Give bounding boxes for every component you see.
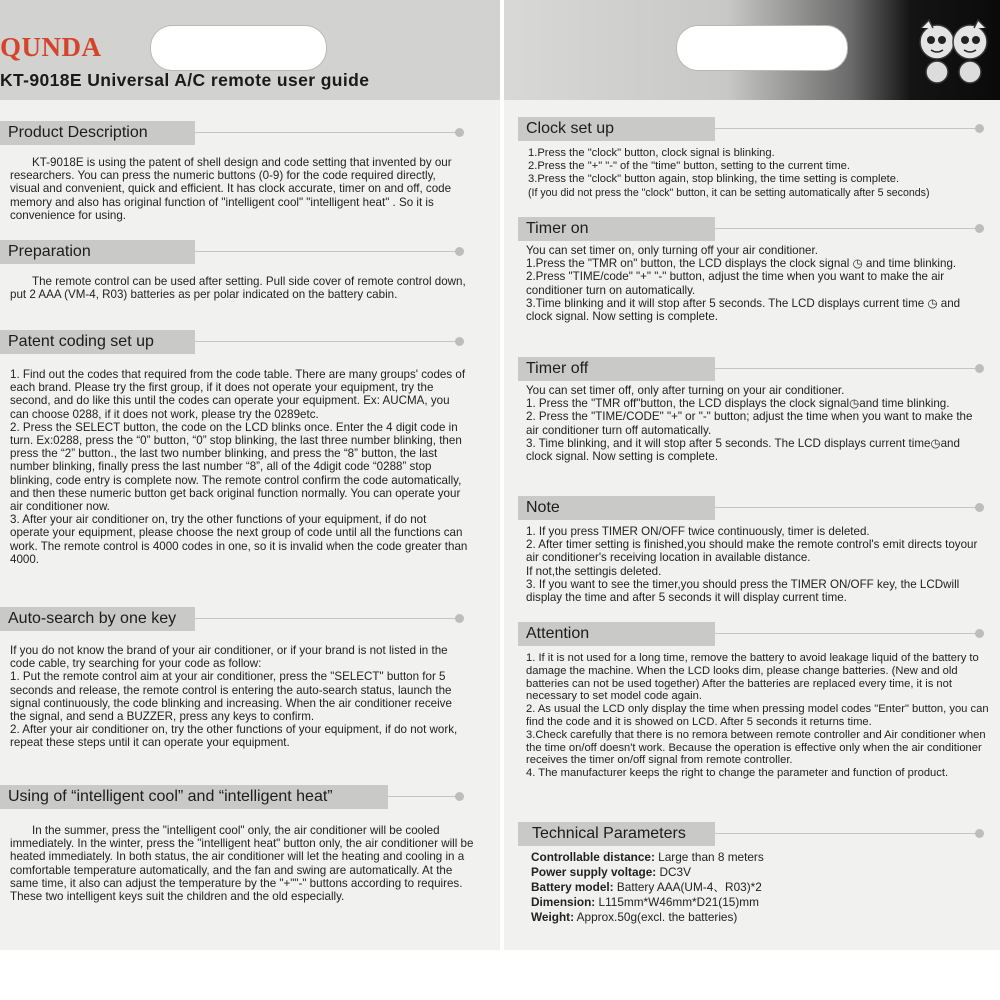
patent-step-2: 2. Press the SELECT button, the code on the LCD blinks once. Enter the 4 digit code in turn. Ex:0288, press the “0” button, “0” stop blinking, the last three number blinking, then press the “2” button., the last two number blinking, and press the “8” button, the last number blinking, finally press the last number “8”, all of the 4digit code “0288” stop blinking, code entry is complete now. The remote control confirm the code automatically, and then these numeric button get back original function normally. You can operate your air conditioner now. <box>10 420 462 514</box>
section-title: Timer off <box>526 360 589 377</box>
patent-coding-text <box>10 368 468 566</box>
section-dot <box>975 829 984 838</box>
section-header-note <box>518 496 984 520</box>
attention-4: 4. The manufacturer keeps the right to change the parameter and function of product. <box>526 767 949 780</box>
intelligent-text: In the summer, press the "intelligent cool" only, the air conditioner will be cooled immediately. In the winter, press the "intelligent heat" button only, the air conditioner will be heated immediately. In both status, the air conditioner will let the heating and cooling in a comfortable temperature automatically, and the fan and swing are automatically. At the same time, it also can adjust the temperature by the "+""-" buttons according to requires. These two intelligent keys suit the children and the old especially. <box>10 824 474 904</box>
section-dot <box>455 337 464 346</box>
note-1: 1. If you press TIMER ON/OFF twice continuously, timer is deleted. <box>526 525 870 538</box>
timer-on-intro: You can set timer on, only turning off your air conditioner. <box>526 244 818 257</box>
attention-text <box>526 652 992 780</box>
right-panel <box>504 0 1000 950</box>
note-text <box>526 525 988 604</box>
clock-step-3: 3.Press the "clock" button again, stop blinking, the time setting is complete. <box>528 173 900 186</box>
timer-off-intro: You can set timer off, only after turning on your air conditioner. <box>526 384 845 397</box>
note-2: 2. After timer setting is finished,you should make the remote control's emit directs toyour air conditioner's receiving location in available distance. <box>526 538 978 565</box>
section-rule <box>715 633 975 634</box>
clock-note: (If you did not press the "clock" button, it can be setting automatically after 5 seconds) <box>528 186 930 199</box>
section-rule <box>715 368 975 369</box>
auto-search-intro: If you do not know the brand of your air conditioner, or if your brand is not listed in the code cable, try searching for your code as follow: <box>10 644 448 671</box>
guide-title: KT-9018E Universal A/C remote user guide <box>0 70 370 90</box>
section-rule <box>195 341 457 342</box>
section-rule <box>715 228 975 229</box>
section-dot <box>455 614 464 623</box>
section-title: Product Description <box>8 124 148 141</box>
left-panel <box>0 0 500 950</box>
section-dot <box>975 503 984 512</box>
hanger-hole-left <box>150 25 327 71</box>
technical-parameters <box>531 850 991 925</box>
section-rule <box>388 796 457 797</box>
note-3: 3. If you want to see the timer,you should press the TIMER ON/OFF key, the LCDwill display the time and after 5 seconds it will display current time. <box>526 577 960 605</box>
section-header-product-description <box>0 121 465 145</box>
timer-off-text <box>526 384 988 463</box>
section-rule <box>195 251 457 252</box>
timer-off-step-1: 1. Press the "TMR off"button, the LCD displays the clock signal◷and time blinking. <box>526 397 950 411</box>
tech-row: Controllable distance: Large than 8 meters <box>531 850 764 864</box>
section-title: Note <box>526 499 560 516</box>
timer-on-step-3: 3.Time blinking and it will stop after 5 seconds. The LCD displays current time ◷ and clock signal. Now setting is complete. <box>526 296 961 324</box>
timer-off-step-3: 3. Time blinking, and it will stop after 5 seconds. The LCD displays current time◷and clock signal. Now setting is complete. <box>526 436 960 464</box>
section-title: Auto-search by one key <box>8 610 177 627</box>
section-rule <box>715 507 975 508</box>
section-title: Attention <box>526 625 590 642</box>
section-header-timer-on <box>518 217 984 241</box>
section-title: Technical Parameters <box>532 825 686 842</box>
tech-row: Power supply voltage: DC3V <box>531 865 691 879</box>
auto-search-step-2: 2. After your air conditioner on, try the other functions of your equipment, if do not work, repeat these steps until it can operate your equipment. <box>10 723 458 750</box>
section-rule <box>195 132 457 133</box>
section-header-attention <box>518 622 984 646</box>
section-rule <box>195 618 457 619</box>
section-dot <box>455 128 464 137</box>
attention-3: 3.Check carefully that there is no remora between remote controller and Air conditioner when the time on/off doesn't work. Because the operation is effective only when the air conditioner receives the timer on/off signal from remote controller. <box>526 728 986 767</box>
section-title: Timer on <box>526 220 589 237</box>
clock-step-2: 2.Press the "+" "-" of the "time" button, setting to the current time. <box>528 160 851 173</box>
section-dot <box>455 247 464 256</box>
section-rule <box>715 833 975 834</box>
section-header-timer-off <box>518 357 984 381</box>
tech-row: Dimension: L115mm*W46mm*D21(15)mm <box>531 895 759 909</box>
section-header-patent-coding <box>0 330 465 354</box>
section-title: Patent coding set up <box>8 333 154 350</box>
timer-off-step-2: 2. Press the "TIME/CODE" "+" or "-" button; adjust the time when you want to make the air conditioner turn off automatically. <box>526 410 973 437</box>
section-header-auto-search <box>0 607 465 631</box>
hanger-hole-right <box>676 25 848 71</box>
section-header-clock <box>518 117 984 141</box>
tech-row: Weight: Approx.50g(excl. the batteries) <box>531 910 738 924</box>
section-dot <box>455 792 464 801</box>
timer-on-text <box>526 244 988 323</box>
timer-on-step-2: 2.Press "TIME/code" "+" "-" button, adjust the time when you want to make the air conditioner turn on automatically. <box>526 270 945 297</box>
section-dot <box>975 364 984 373</box>
section-rule <box>715 128 975 129</box>
section-dot <box>975 629 984 638</box>
brand-logo: QUNDA <box>0 32 102 62</box>
attention-1: 1. If it is not used for a long time, remove the battery to avoid leakage liquid of the battery to damage the machine. When the LCD looks dim, please change batteries. (New and old batteries can not be used together) After the batteries are replaced every time, it is not necessary to set model code again. <box>526 652 979 703</box>
product-description-text: KT-9018E is using the patent of shell design and code setting that invented by our researchers. You can press the numeric buttons (0-9) for the code required directly, visual and convenient, quick and efficient. It has clock accurate, timer on and off, code memory and also has original function of "intelligent cool" "intelligent heat" . So it is convenience for using. <box>10 156 452 222</box>
clock-step-1: 1.Press the "clock" button, clock signal is blinking. <box>528 147 775 159</box>
preparation-text: The remote control can be used after setting. Pull side cover of remote control down, put 2 AAA (VM-4, R03) batteries as per polar indicated on the battery cabin. <box>10 275 466 302</box>
clock-text <box>528 147 996 200</box>
section-dot <box>975 224 984 233</box>
timer-on-step-1: 1.Press the "TMR on" button, the LCD displays the clock signal ◷ and time blinking. <box>526 257 957 271</box>
auto-search-text <box>10 644 468 750</box>
section-dot <box>975 124 984 133</box>
section-header-intelligent <box>0 785 465 809</box>
section-header-preparation <box>0 240 465 264</box>
section-title: Using of “intelligent cool” and “intelligent heat” <box>8 788 333 805</box>
tech-row: Battery model: Battery AAA(UM-4、R03)*2 <box>531 880 762 894</box>
note-2-cont: If not,the settingis deleted. <box>526 564 662 578</box>
two-cartoon-mascots-icon <box>909 16 999 86</box>
section-header-technical <box>518 822 984 846</box>
auto-search-step-1: 1. Put the remote control aim at your air conditioner, press the "SELECT" button for 5 seconds and release, the remote control is entering the auto-search status, launch the signal continuously, the code blinking and increasing. When the air conditioner receive the signal, and send a BUZZER, press any keys to confirm. <box>10 670 452 724</box>
section-title: Clock set up <box>526 120 615 137</box>
patent-step-3: 3. After your air conditioner on, try the other functions of your equipment, if do not operate your equipment, please choose the next group of code until all the functions can work. The remote control is 4000 codes in one, so it is invalid when the code greater than 4000. <box>10 513 468 566</box>
attention-2: 2. As usual the LCD only display the time when pressing model codes "Enter" button, you can find the code and it is showed on LCD. After 5 seconds it returns time. <box>526 703 989 728</box>
patent-step-1: 1. Find out the codes that required from the code table. There are many groups' codes of each brand. Please try the first group, if it does not operate your equipment, try the second, and do like this until the codes can operate your equipment. Ex: AUCMA, you can choose 0288, if it does not work, please try the 0289etc. <box>10 368 466 421</box>
section-title: Preparation <box>8 243 91 260</box>
